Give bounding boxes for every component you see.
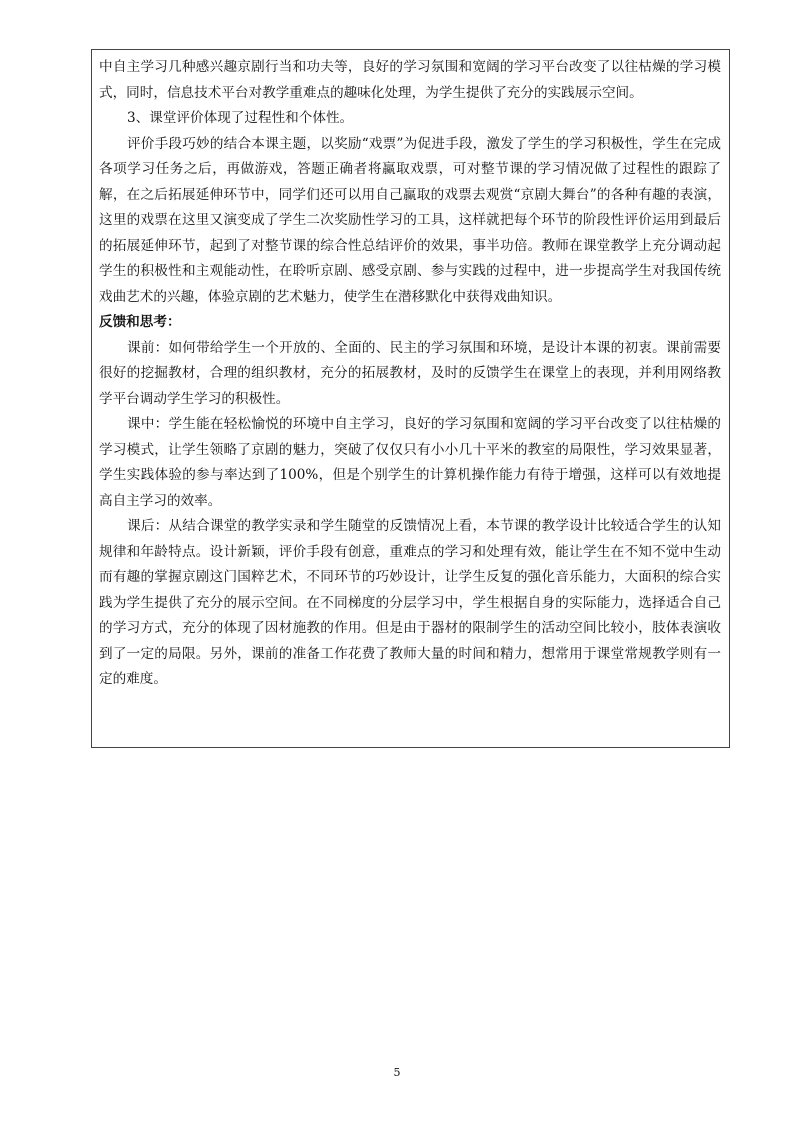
feedback-heading: 反馈和思考： (99, 314, 181, 330)
paragraph-during-class: 课中：学生能在轻松愉悦的环境中自主学习，良好的学习氛围和宽阔的学习平台改变了以往枯燥的学习模式，让学生领略了京剧的魅力，突破了仅仅只有小小几十平米的教室的局限性，学习效果显著，学生实践体验的参与率达到了100%，但是个别学生的计算机操作能力有待于增强，这样可以有效地提高自主学习的效率。 (99, 416, 721, 509)
content-box (91, 49, 730, 748)
section-3-title: 3、课堂评价体现了过程性和个体性。 (127, 110, 354, 126)
paragraph-after-class: 课后：从结合课堂的教学实录和学生随堂的反馈情况上看，本节课的教学设计比较适合学生的认知规律和年龄特点。设计新颖，评价手段有创意，重难点的学习和处理有效，能让学生在不知不觉中生动而有趣的掌握京剧这门国粹艺术，不同环节的巧妙设计，让学生反复的强化音乐能力，大面积的综合实践为学生提供了充分的展示空间。在不同梯度的分层学习中，学生根据自身的实际能力，选择适合自己的学习方式，充分的体现了因材施教的作用。但是由于器材的限制学生的活动空间比较小，肢体表演收到了一定的局限。另外，课前的准备工作花费了教师大量的时间和精力，想常用于课堂常规教学则有一定的难度。 (99, 518, 721, 687)
paragraph-continuation: 中自主学习几种感兴趣京剧行当和功夫等，良好的学习氛围和宽阔的学习平台改变了以往枯燥的学习模式，同时，信息技术平台对教学重难点的趣味化处理，为学生提供了充分的实践展示空间。 (99, 59, 721, 101)
paragraph-evaluation: 评价手段巧妙的结合本课主题，以奖励“戏票”为促进手段，激发了学生的学习积极性，学生在完成各项学习任务之后，再做游戏，答题正确者将赢取戏票，可对整节课的学习情况做了过程性的跟踪了解，在之后拓展延伸环节中，同学们还可以用自己赢取的戏票去观赏“京剧大舞台”的各种有趣的表演，这里的戏票在这里又演变成了学生二次奖励性学习的工具，这样就把每个环节的阶段性评价运用到最后的拓展延伸环节，起到了对整节课的综合性总结评价的效果，事半功倍。教师在课堂教学上充分调动起学生的积极性和主观能动性，在聆听京剧、感受京剧、参与实践的过程中，进一步提高学生对我国传统戏曲艺术的兴趣，体验京剧的艺术魅力，使学生在潜移默化中获得戏曲知识。 (99, 135, 721, 305)
paragraph-before-class: 课前：如何带给学生一个开放的、全面的、民主的学习氛围和环境，是设计本课的初衷。课前需要很好的挖掘教材，合理的组织教材，充分的拓展教材，及时的反馈学生在课堂上的表现，并利用网络教学平台调动学生学习的积极性。 (99, 339, 721, 407)
page-number: 5 (393, 1066, 401, 1079)
